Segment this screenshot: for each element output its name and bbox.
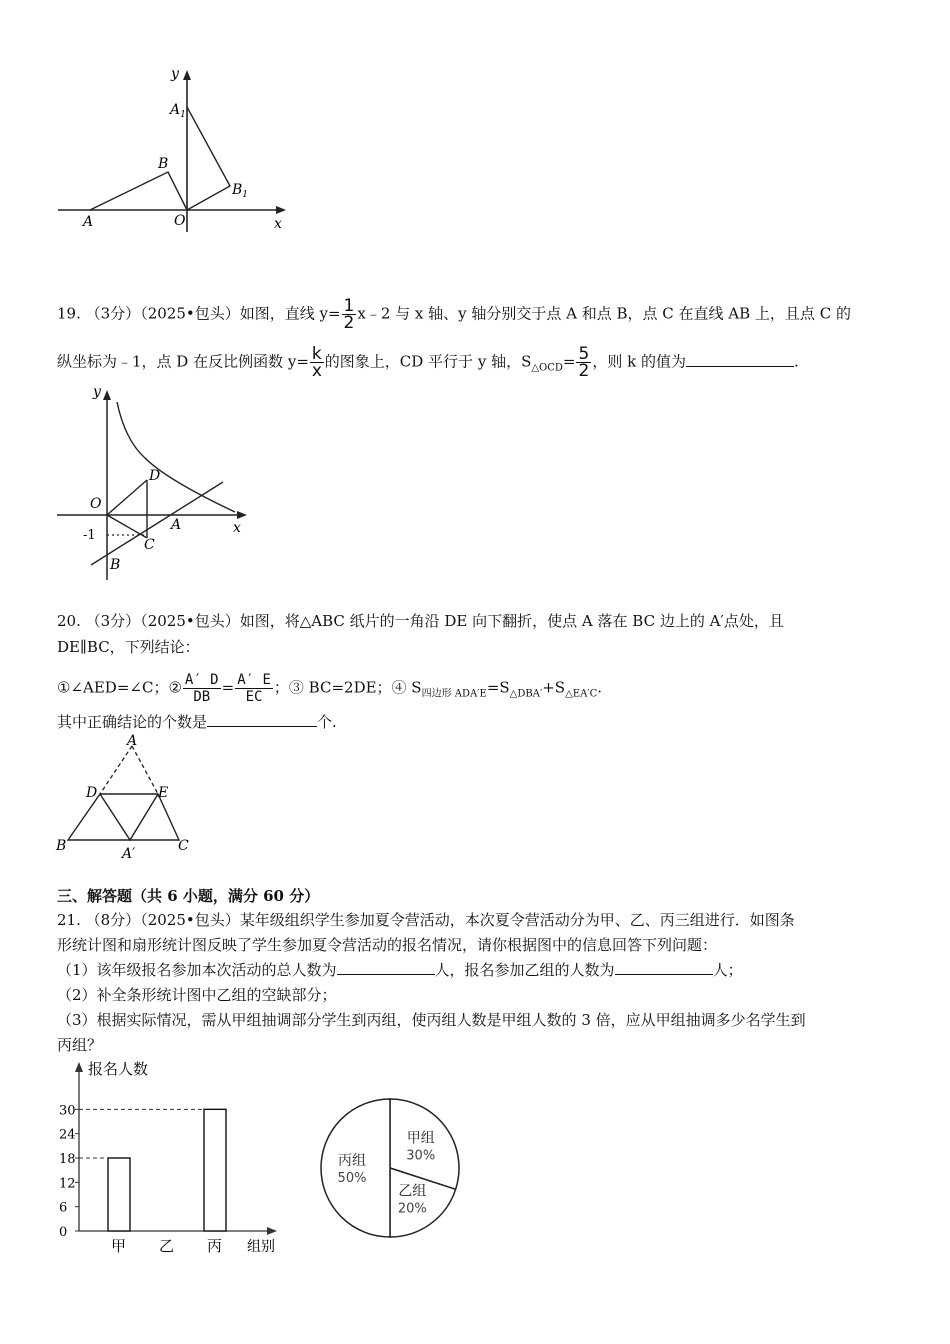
q20-text-s2: =S [486,678,510,697]
question-source: （2025•包头） [140,612,240,630]
question-source: （2025•包头） [140,911,240,929]
q21-part2: （2）补全条形统计图中乙组的空缺部分； [57,986,337,1004]
y-label: y [171,66,179,82]
label-A: A [127,733,138,749]
label-A-prime: A′ [122,846,136,862]
hyperbola-curve [117,402,235,512]
x-axis-arrow [276,206,286,214]
q20-question: 其中正确结论的个数是 [57,713,208,731]
q21-part1 [57,959,743,981]
q20-sub-1: 四边形 ADA′E [421,688,487,700]
pie-label: 乙组 [398,1183,427,1200]
pie-label: 丙组 [338,1153,366,1169]
bar-y-title: 报名人数 [88,1060,149,1078]
answer-blank-q19[interactable] [686,352,794,367]
label-O: O [174,213,186,229]
q21-part3-cont: 丙组？ [57,1036,103,1054]
x-label: x [274,216,282,232]
line-AB [91,482,223,565]
y-axis-arrow [183,70,191,80]
bar-category-label: 甲 [111,1237,127,1255]
bar-chart [55,1058,295,1258]
label-B: B [56,838,67,854]
label-minus-1: -1 [83,528,96,543]
q20-conclusion-3: ；③ BC=2DE；④ S [273,678,422,697]
pie-value-label: 30% [406,1148,436,1164]
bar-丙 [204,1109,226,1231]
q21-line1 [57,909,795,931]
answer-blank-yi[interactable] [615,960,713,975]
label-C: C [144,537,155,553]
q21-line2: 形统计图和扇形统计图反映了学生参加夏令营活动的报名情况，请你根据图中的信息回答下列问题： [57,936,718,954]
fold-DA'E [100,794,158,840]
figure-q19 [55,380,255,580]
question-source: （2025•包头） [140,304,240,323]
q20-line1 [57,610,784,632]
dashed-AD [100,746,132,794]
q21-part1-text: （1）该年级报名参加本次活动的总人数为 [57,961,337,979]
q19-text-2: x﹣2 与 x 轴、y 轴分别交于点 A 和点 B，点 C 在直线 AB 上，且点 C 的 [357,304,851,323]
label-A: A [171,517,182,533]
q20-period: . [597,678,603,697]
y-label: y [93,384,101,400]
q20-line3 [57,672,602,706]
question-score: （3分） [85,612,141,630]
q19-subscript: △OCD [531,362,563,374]
x-label: x [233,520,241,536]
figure-q20 [52,732,202,862]
q20-sub-3: △EA′C [565,688,598,700]
label-O: O [90,496,102,512]
q21-part1-text-3: 人； [712,961,743,979]
q19-text: 如图，直线 y= [239,304,341,323]
q20-text: 如图，将△ABC 纸片的一角沿 DE 向下翻折，使点 A 落在 BC 边上的 A′点处，且 [239,612,784,630]
q19-text-3: 纵坐标为﹣1，点 D 在反比例函数 y= [57,352,309,371]
bar-ytick-label: 6 [59,1200,68,1216]
pie-chart [315,1093,465,1243]
question-number: 21. [57,911,81,929]
bar-ytick-label: 18 [59,1152,76,1167]
dashed-AE [132,746,158,794]
label-B: B [110,557,121,573]
question-number: 20. [57,612,81,630]
q19-line1 [57,298,851,331]
q20-line2: DE∥BC，下列结论： [57,638,200,656]
q19-line2 [57,346,799,380]
fraction-k-x: $\frac{k}{x}$ [311,344,322,381]
q21-text: 某年级组织学生参加夏令营活动，本次夏令营活动分为甲、乙、丙三组进行．如图条 [239,911,795,929]
bar-category-label: 乙 [159,1237,175,1255]
y-axis-arrow [103,390,111,400]
question-score: （8分） [85,911,141,929]
pie-value-label: 50% [337,1171,367,1186]
fraction-A'E-EC: $\frac{A' E}{EC}$ [237,672,271,705]
bar-ytick-label: 12 [59,1176,76,1192]
figure-q18 [50,62,300,232]
q20-sub-2: △DBA′ [509,688,543,700]
bar-category-label: 丙 [207,1237,223,1255]
q21-part1-text-2: 人，报名参加乙组的人数为 [434,961,615,979]
q20-line4 [57,711,337,733]
fraction-1-2: $\frac{1}{2}$ [343,296,355,333]
fraction-5-2: $\frac{5}{2}$ [578,344,590,381]
bar-x-axis-arrow [267,1227,277,1235]
bar-ytick-label: 0 [59,1225,68,1240]
label-E: E [158,785,169,801]
section-title: 三、解答题（共 6 小题，满分 60 分） [57,887,320,905]
label-B: B [158,156,169,172]
segment-ABO [90,172,187,210]
bar-ytick-label: 30 [59,1103,76,1119]
label-A1: $A_1$ [170,102,186,120]
bar-ytick-label: 24 [59,1127,76,1143]
question-number: 19. [57,304,81,323]
q19-text-4: 的图象上，CD 平行于 y 轴，S [324,352,532,371]
bar-甲 [108,1158,130,1231]
q20-text-s3: +S [542,678,566,697]
label-C: C [178,838,189,854]
q20-unit: 个. [317,713,337,731]
question-score: （3分） [85,304,141,323]
answer-blank-total[interactable] [337,960,435,975]
pie-label: 甲组 [406,1130,435,1147]
q20-equals: = [221,678,235,697]
label-D: D [149,468,161,484]
q21-part3: （3）根据实际情况，需从甲组抽调部分学生到丙组，使丙组人数是甲组人数的 3 倍，应从甲组抽调多少名学生到 [57,1011,806,1029]
label-A: A [83,214,94,230]
bar-x-title: 组别 [247,1239,275,1255]
q19-equals: = [562,352,576,371]
segment-OB1A1 [187,107,230,210]
fraction-A'D-DB: $\frac{A' D}{DB}$ [184,672,219,705]
pie-value-label: 20% [397,1201,427,1217]
segment-OD [107,480,147,515]
q19-text-5: ，则 k 的值为 [592,352,686,371]
q19-period: . [793,352,799,371]
q20-conclusion-1: ①∠AED=∠C；② [57,678,182,697]
x-axis-arrow [237,511,247,519]
answer-blank-q20[interactable] [207,712,317,727]
label-D: D [86,785,98,801]
bar-y-axis-arrow [75,1062,83,1072]
label-B1: $B_1$ [232,182,249,200]
